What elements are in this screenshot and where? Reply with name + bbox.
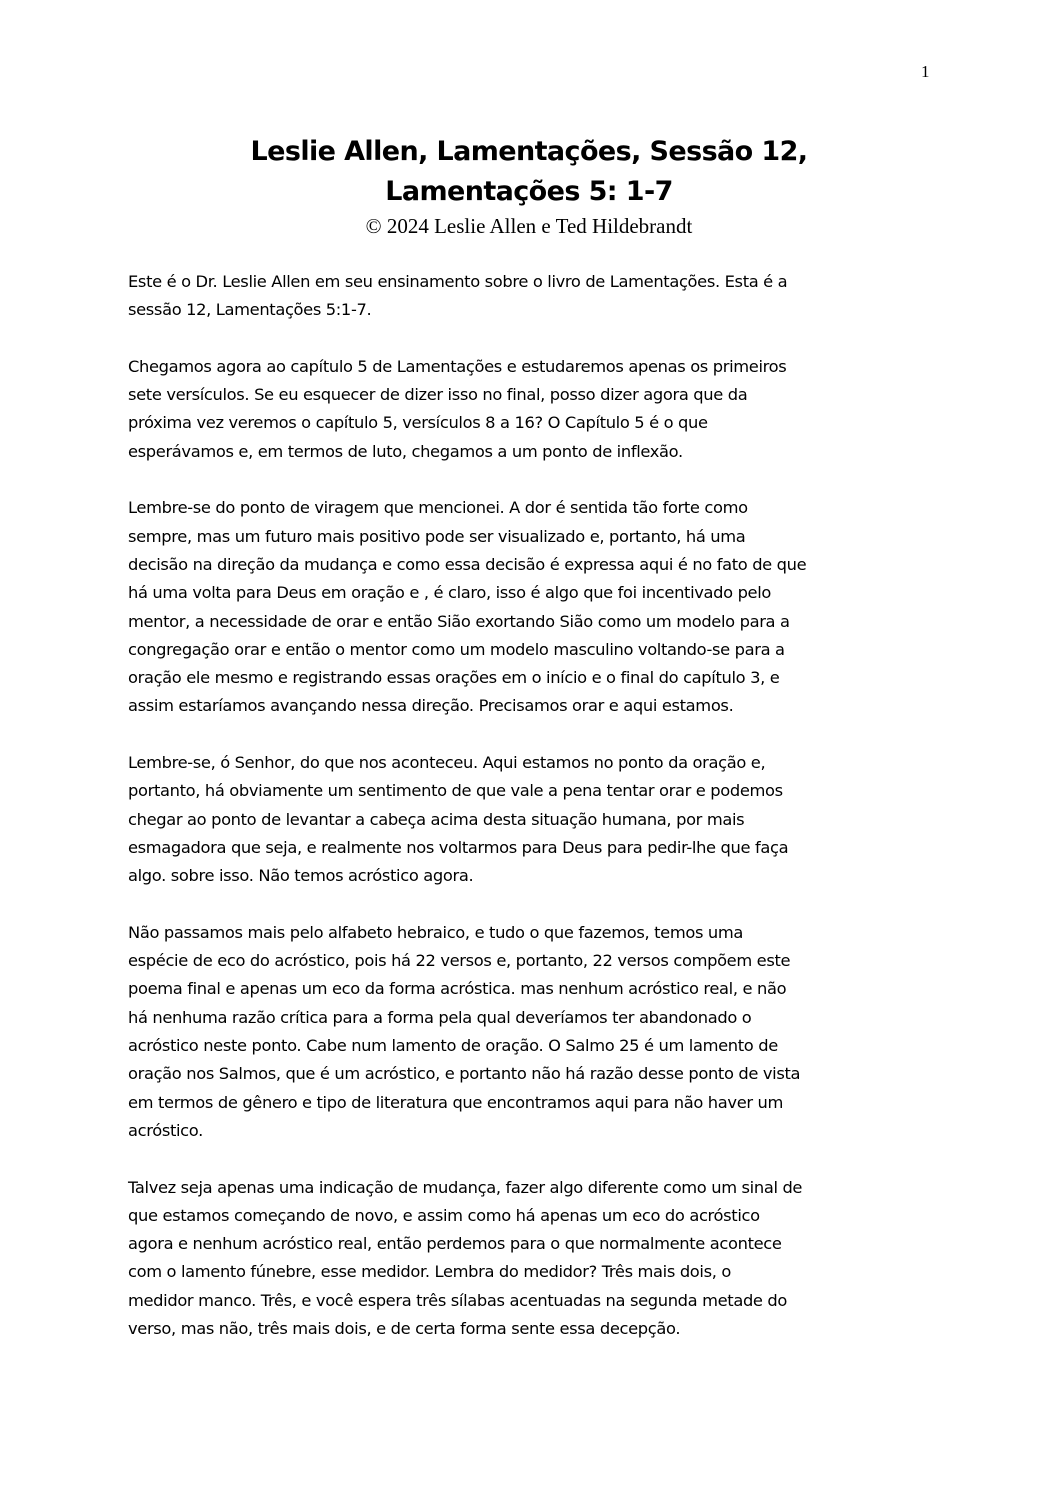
paragraph-line: medidor manco. Três, e você espera três sílabas acentuadas na segunda metade do bbox=[128, 1290, 788, 1310]
page-number: 1 bbox=[921, 62, 930, 81]
paragraph-line: portanto, há obviamente um sentimento de que vale a pena tentar orar e podemos bbox=[128, 781, 783, 801]
paragraph-line: em termos de gênero e tipo de literatura que encontramos aqui para não haver um bbox=[128, 1092, 784, 1112]
paragraph bbox=[128, 494, 940, 720]
paragraph-line: assim estaríamos avançando nessa direção. Precisamos orar e aqui estamos. bbox=[128, 696, 734, 716]
paragraph-line: algo. sobre isso. Não temos acróstico agora. bbox=[128, 866, 474, 886]
paragraph-line: mentor, a necessidade de orar e então Sião exortando Sião como um modelo para a bbox=[128, 611, 790, 631]
paragraph-line: sete versículos. Se eu esquecer de dizer isso no final, posso dizer agora que da bbox=[128, 385, 748, 405]
title-line-1: Leslie Allen, Lamentações, Sessão 12, bbox=[250, 136, 808, 167]
paragraph-line: com o lamento fúnebre, esse medidor. Lembra do medidor? Três mais dois, o bbox=[128, 1262, 731, 1282]
body-text bbox=[128, 268, 940, 1372]
paragraph-line: chegar ao ponto de levantar a cabeça acima desta situação humana, por mais bbox=[128, 809, 745, 829]
paragraph-line: há nenhuma razão crítica para a forma pela qual deveríamos ter abandonado o bbox=[128, 1007, 752, 1027]
paragraph-line: Este é o Dr. Leslie Allen em seu ensinamento sobre o livro de Lamentações. Esta é a bbox=[128, 272, 788, 291]
paragraph-line: sessão 12, Lamentações 5:1-7. bbox=[128, 300, 372, 320]
paragraph bbox=[128, 919, 940, 1145]
paragraph-line: poema final e apenas um eco da forma acróstica. mas nenhum acróstico real, e não bbox=[128, 979, 787, 999]
paragraph-line: oração nos Salmos, que é um acróstico, e portanto não há razão desse ponto de vista bbox=[128, 1064, 801, 1084]
paragraph-line: que estamos começando de novo, e assim como há apenas um eco do acróstico bbox=[128, 1205, 760, 1225]
paragraph-line: acróstico neste ponto. Cabe num lamento de oração. O Salmo 25 é um lamento de bbox=[128, 1036, 778, 1056]
paragraph bbox=[128, 353, 940, 466]
paragraph-line: esmagadora que seja, e realmente nos voltarmos para Deus para pedir-lhe que faça bbox=[128, 837, 789, 857]
paragraph-line: sempre, mas um futuro mais positivo pode ser visualizado e, portanto, há uma bbox=[128, 526, 746, 546]
paragraph bbox=[128, 1174, 940, 1344]
copyright-notice: © 2024 Leslie Allen e Ted Hildebrandt bbox=[365, 214, 693, 238]
paragraph-line: verso, mas não, três mais dois, e de certa forma sente essa decepção. bbox=[128, 1318, 681, 1338]
paragraph-line: congregação orar e então o mentor como um modelo masculino voltando-se para a bbox=[128, 639, 785, 659]
paragraph bbox=[128, 749, 940, 890]
paragraph-line: espécie de eco do acróstico, pois há 22 versos e, portanto, 22 versos compõem este bbox=[128, 951, 791, 971]
paragraph-line: Não passamos mais pelo alfabeto hebraico, e tudo o que fazemos, temos uma bbox=[128, 922, 744, 942]
paragraph-line: acróstico. bbox=[128, 1120, 203, 1140]
paragraph-line: Lembre-se, ó Senhor, do que nos aconteceu. Aqui estamos no ponto da oração e, bbox=[128, 753, 766, 773]
paragraph-line: agora e nenhum acróstico real, então perdemos para o que normalmente acontece bbox=[128, 1234, 782, 1254]
title-line-2: Lamentações 5: 1-7 bbox=[385, 176, 673, 207]
paragraph-line: oração ele mesmo e registrando essas orações em o início e o final do capítulo 3, e bbox=[128, 668, 780, 688]
paragraph-line: Chegamos agora ao capítulo 5 de Lamentações e estudaremos apenas os primeiros bbox=[128, 356, 787, 376]
document-title bbox=[128, 132, 930, 212]
paragraph-line: decisão na direção da mudança e como essa decisão é expressa aqui é no fato de que bbox=[128, 554, 807, 574]
paragraph-line: há uma volta para Deus em oração e , é claro, isso é algo que foi incentivado pelo bbox=[128, 583, 772, 603]
paragraph-line: Lembre-se do ponto de viragem que mencionei. A dor é sentida tão forte como bbox=[128, 498, 748, 518]
paragraph-line: próxima vez veremos o capítulo 5, versículos 8 a 16? O Capítulo 5 é o que bbox=[128, 413, 708, 433]
paragraph-line: Talvez seja apenas uma indicação de mudança, fazer algo diferente como um sinal de bbox=[128, 1177, 803, 1197]
paragraph bbox=[128, 268, 940, 325]
paragraph-line: esperávamos e, em termos de luto, chegamos a um ponto de inflexão. bbox=[128, 441, 683, 461]
